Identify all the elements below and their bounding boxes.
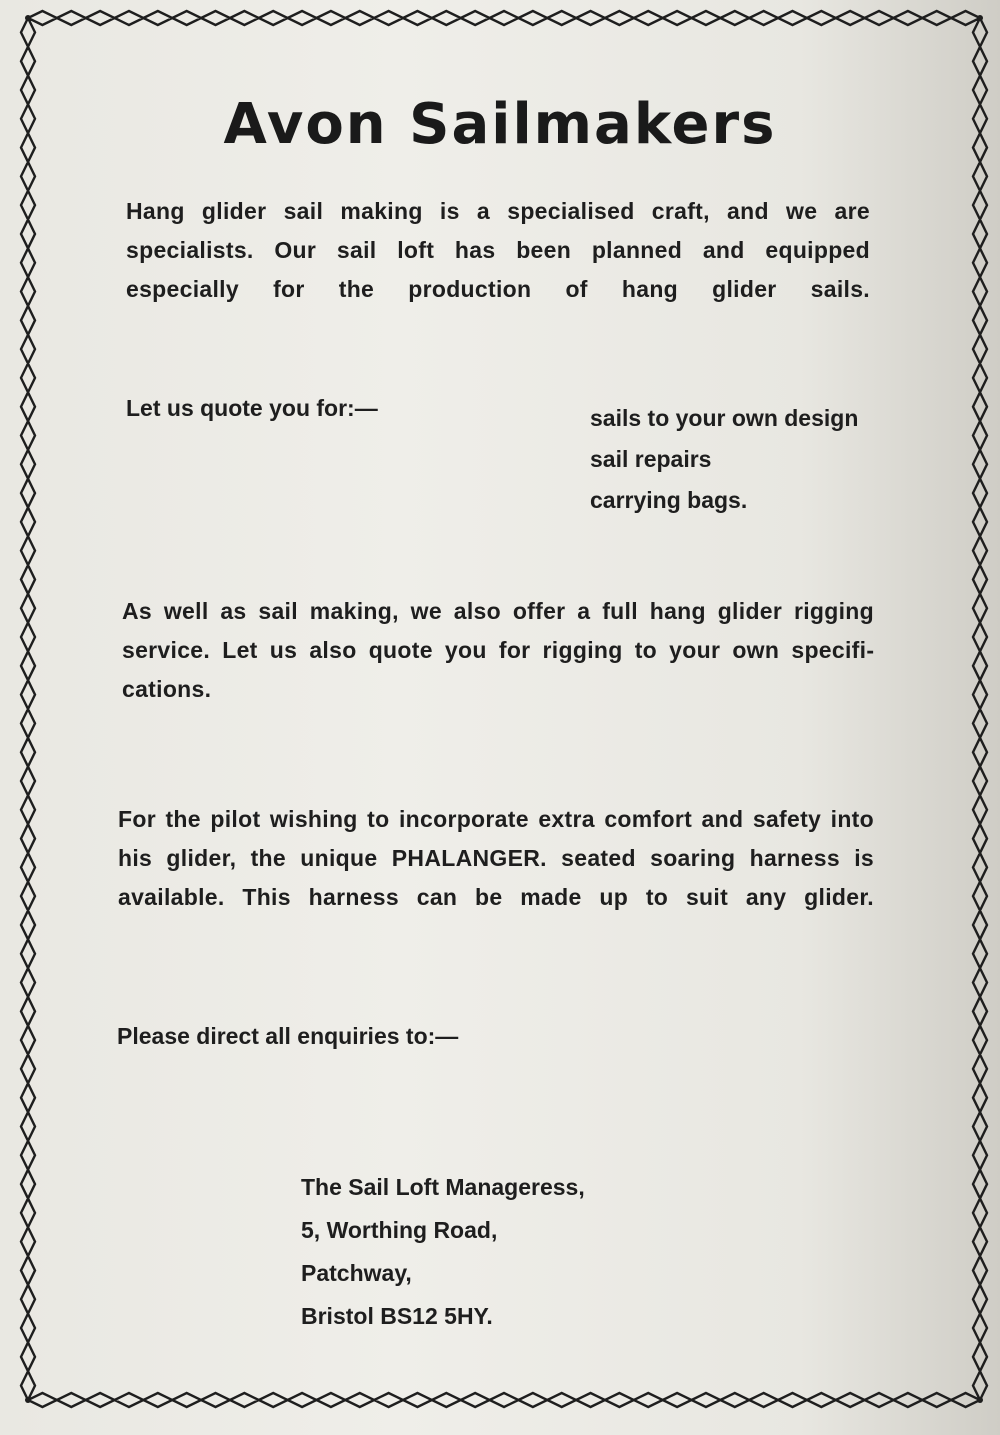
address-line: The Sail Loft Manageress, — [301, 1174, 585, 1200]
rigging-paragraph: As well as sail making, we also offer a full hang glider rigging service. Let us also quote you for rigging to your own specifications. — [122, 598, 874, 702]
address-line: Bristol BS12 5HY. — [301, 1303, 493, 1329]
enquiries-lead: Please direct all enquiries to:— — [117, 1023, 459, 1049]
quote-lead: Let us quote you for:— — [126, 395, 378, 421]
border-corner-dot — [977, 15, 983, 21]
address-line: Patchway, — [301, 1260, 412, 1286]
intro-paragraph: Hang glider sail making is a specialised craft, and we are specialists. Our sail loft has been planned and equipped especially for the production of hang glider sails. — [126, 198, 870, 302]
advertisement — [60, 40, 940, 1390]
service-item: carrying bags. — [590, 487, 748, 513]
border-corner-dot — [25, 15, 31, 21]
service-item: sail repairs — [590, 446, 712, 472]
harness-paragraph: For the pilot wishing to incorporate extra comfort and safety into his glider, the unique PHALANGER. seated soaring harness is available. This harness can be made up to suit any glider. — [118, 806, 874, 910]
ad-title: Avon Sailmakers — [223, 92, 777, 157]
service-item: sails to your own design — [590, 405, 859, 431]
border-corner-dot — [977, 1397, 983, 1403]
address-block — [301, 1166, 585, 1338]
border-corner-dot — [25, 1397, 31, 1403]
address-line: 5, Worthing Road, — [301, 1217, 498, 1243]
services-list — [590, 398, 858, 521]
